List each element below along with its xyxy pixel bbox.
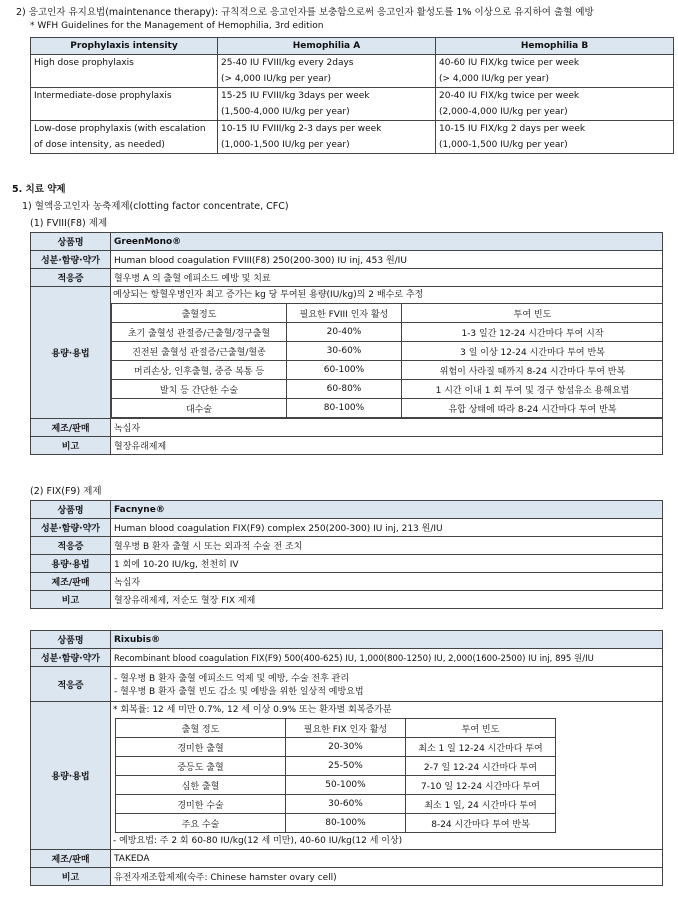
- f9-title: (2) FIX(F9) 제제: [30, 486, 102, 497]
- dose-header-frequency: 투여 빈도: [406, 719, 556, 738]
- row-b-year: (1,000-1,500 IU/kg per year): [436, 137, 674, 154]
- table-row: [116, 738, 556, 757]
- table-row: [116, 795, 556, 814]
- row-a-year: (1,000-1,500 IU/kg per year): [218, 137, 436, 154]
- section-5-title: 5. 치료 약제: [12, 184, 66, 195]
- dose-frequency: 최소 1 일, 24 시간마다 투여: [406, 795, 556, 814]
- label-dosage: 용량·용법: [31, 555, 111, 573]
- dosage-value: 1 회에 10-20 IU/kg, 천천히 IV: [111, 555, 663, 573]
- indication-line-2: - 혈우병 B 환자 출혈 빈도 감소 및 예방을 위한 일상적 예방요법: [114, 687, 364, 697]
- rixubis-table: [30, 630, 663, 886]
- row-a-dose: 25-40 IU FVIII/kg every 2days: [218, 55, 436, 72]
- indication-value: [111, 667, 663, 702]
- row-a-dose: 15-25 IU FVIII/kg 3days per week: [218, 88, 436, 105]
- table-row: [31, 104, 674, 121]
- dose-frequency: 8-24 시간마다 투여 반복: [406, 814, 556, 833]
- label-dosage: 용량·용법: [31, 287, 111, 419]
- table-row: [112, 323, 663, 342]
- row-b-year: (2,000-4,000 IU/kg per year): [436, 104, 674, 121]
- dose-activity: 50-100%: [286, 776, 406, 795]
- remark-value: 혈장유래제제, 저순도 혈장 FIX 제제: [111, 591, 663, 609]
- label-dosage: 용량·용법: [31, 702, 111, 850]
- remark-value: 유전자재조합제제(숙주: Chinese hamster ovary cell): [111, 868, 663, 886]
- label-remark: 비고: [31, 868, 111, 886]
- wfh-prophylaxis-table: [30, 37, 674, 154]
- dose-activity: 20-30%: [286, 738, 406, 757]
- ingredient-value: Human blood coagulation FIX(F9) complex 250(200-300) IU inj, 213 원/IU: [111, 519, 663, 537]
- label-indication: 적응증: [31, 269, 111, 287]
- subsection-1-title: 1) 혈액응고인자 농축제제(clotting factor concentrate, CFC): [22, 201, 289, 212]
- dose-frequency: 3 일 이상 12-24 시간마다 투여 반복: [402, 342, 663, 361]
- label-ingredient: 성분·함량·약가: [31, 251, 111, 269]
- f8-title: (1) FVIII(F8) 제제: [30, 218, 108, 229]
- indication-value: 혈우병 A 의 출혈 에피소드 예방 및 치료: [111, 269, 663, 287]
- table-row: [112, 342, 663, 361]
- dose-severity: 진전된 출혈성 관절증/근출혈/혈종: [112, 342, 287, 361]
- dose-activity: 30-60%: [287, 342, 402, 361]
- label-product: 상품명: [31, 233, 111, 251]
- maker-value: TAKEDA: [111, 850, 663, 868]
- dose-severity: 경미한 수술: [116, 795, 286, 814]
- dose-table: [115, 718, 556, 833]
- row-a-dose: 10-15 IU FVIII/kg 2-3 days per week: [218, 121, 436, 138]
- table-row: [116, 757, 556, 776]
- product-name: Facnyne®: [111, 501, 663, 519]
- row-intensity-cont: of dose intensity, as needed): [31, 137, 218, 154]
- dose-frequency: 1-3 일간 12-24 시간마다 투여 시작: [402, 323, 663, 342]
- maker-value: 녹십자: [111, 419, 663, 437]
- dosage-cell: [111, 287, 663, 419]
- indication-value: 혈우병 B 환자 출혈 시 또는 외과적 수술 전 조치: [111, 537, 663, 555]
- table-row: [31, 88, 674, 105]
- table-row: [112, 399, 663, 418]
- label-ingredient: 성분·함량·약가: [31, 649, 111, 667]
- dose-note: * 회복률: 12 세 미만 0.7%, 12 세 이상 0.9% 또는 환자별 회복증가분: [113, 705, 392, 715]
- dose-activity: 30-60%: [286, 795, 406, 814]
- row-a-year: (1,500-4,000 IU/kg per year): [218, 104, 436, 121]
- dose-severity: 발치 등 간단한 수술: [112, 380, 287, 399]
- table-row: [116, 814, 556, 833]
- row-intensity: Low-dose prophylaxis (with escalation: [31, 121, 218, 138]
- dose-activity: 80-100%: [287, 399, 402, 418]
- table-row: [31, 137, 674, 154]
- dose-footer: - 예방요법: 주 2 회 60-80 IU/kg(12 세 미만), 40-60 IU/kg(12 세 이상): [113, 836, 403, 846]
- dose-activity: 20-40%: [287, 323, 402, 342]
- dose-activity: 80-100%: [286, 814, 406, 833]
- row-a-year: (> 4,000 IU/kg per year): [218, 71, 436, 88]
- dose-severity: 심한 출혈: [116, 776, 286, 795]
- header-intensity: Prophylaxis intensity: [31, 38, 218, 55]
- dose-severity: 경미한 출혈: [116, 738, 286, 757]
- table-row: [31, 55, 674, 72]
- dose-header-severity: 출혈 정도: [116, 719, 286, 738]
- indication-line-1: - 혈우병 B 환자 출혈 에피소드 억제 및 예방, 수술 전후 관리: [114, 674, 350, 684]
- row-b-dose: 40-60 IU FIX/kg twice per week: [436, 55, 674, 72]
- label-ingredient: 성분·함량·약가: [31, 519, 111, 537]
- greenmono-table: [30, 232, 663, 455]
- wfh-note: * WFH Guidelines for the Management of Hemophilia, 3rd edition: [30, 21, 324, 31]
- label-remark: 비고: [31, 437, 111, 455]
- header-hemophilia-b: Hemophilia B: [436, 38, 674, 55]
- dose-frequency: 2-7 일 12-24 시간마다 투여: [406, 757, 556, 776]
- dose-header-activity: 필요한 FVIII 인자 활성: [287, 304, 402, 323]
- label-remark: 비고: [31, 591, 111, 609]
- label-product: 상품명: [31, 631, 111, 649]
- label-maker: 제조/판매: [31, 419, 111, 437]
- dosage-cell: [111, 702, 663, 850]
- product-name: GreenMono®: [111, 233, 663, 251]
- dose-header-frequency: 투여 빈도: [402, 304, 663, 323]
- label-maker: 제조/판매: [31, 573, 111, 591]
- ingredient-value: Human blood coagulation FVIII(F8) 250(200-300) IU inj, 453 원/IU: [111, 251, 663, 269]
- dose-severity: 주요 수술: [116, 814, 286, 833]
- dose-frequency: 최소 1 일 12-24 시간마다 투여: [406, 738, 556, 757]
- remark-value: 혈장유래제제: [111, 437, 663, 455]
- dose-activity: 60-80%: [287, 380, 402, 399]
- dose-header-activity: 필요한 FIX 인자 활성: [286, 719, 406, 738]
- section-2-title: 2) 응고인자 유지요법(maintenance therapy): 규칙적으로 응고인자를 보충함으로써 응고인자 활성도를 1% 이상으로 유지하여 출혈 예방: [16, 7, 594, 18]
- dose-severity: 대수술: [112, 399, 287, 418]
- dose-activity: 25-50%: [286, 757, 406, 776]
- table-row: [112, 380, 663, 399]
- row-intensity: Intermediate-dose prophylaxis: [31, 88, 218, 105]
- ingredient-value: Recombinant blood coagulation FIX(F9) 500(400-625) IU, 1,000(800-1250) IU, 2,000(1600-2500) IU inj, 895 원/IU: [111, 649, 663, 667]
- dose-header-severity: 출혈정도: [112, 304, 287, 323]
- table-row: [116, 776, 556, 795]
- dose-note: 예상되는 항혈우병인자 최고 증가는 kg 당 투여된 용량(IU/kg)의 2 배수로 추정: [113, 290, 424, 300]
- dose-frequency: 1 시간 이내 1 회 투여 및 경구 항섬유소 용해요법: [402, 380, 663, 399]
- dose-severity: 머리손상, 인후출혈, 중증 복통 등: [112, 361, 287, 380]
- table-header-row: [31, 38, 674, 55]
- label-indication: 적응증: [31, 537, 111, 555]
- table-header-row: [112, 304, 663, 323]
- dose-severity: 중등도 출혈: [116, 757, 286, 776]
- row-b-year: (> 4,000 IU/kg per year): [436, 71, 674, 88]
- dose-severity: 초기 출혈성 관절증/근출혈/경구출혈: [112, 323, 287, 342]
- row-b-dose: 10-15 IU FIX/kg 2 days per week: [436, 121, 674, 138]
- label-maker: 제조/판매: [31, 850, 111, 868]
- dose-frequency: 유합 상태에 따라 8-24 시간마다 투여 반복: [402, 399, 663, 418]
- dose-table: [111, 303, 663, 418]
- dose-frequency: 7-10 일 12-24 시간마다 투여: [406, 776, 556, 795]
- table-row: [31, 71, 674, 88]
- maker-value: 녹십자: [111, 573, 663, 591]
- product-name: Rixubis®: [111, 631, 663, 649]
- header-hemophilia-a: Hemophilia A: [218, 38, 436, 55]
- dose-frequency: 위험이 사라질 때까지 8-24 시간마다 투여 반복: [402, 361, 663, 380]
- facnyne-table: [30, 500, 663, 609]
- table-row: [31, 121, 674, 138]
- label-indication: 적응증: [31, 667, 111, 702]
- label-product: 상품명: [31, 501, 111, 519]
- dose-activity: 60-100%: [287, 361, 402, 380]
- table-header-row: [116, 719, 556, 738]
- row-b-dose: 20-40 IU FIX/kg twice per week: [436, 88, 674, 105]
- table-row: [112, 361, 663, 380]
- row-intensity: High dose prophylaxis: [31, 55, 218, 72]
